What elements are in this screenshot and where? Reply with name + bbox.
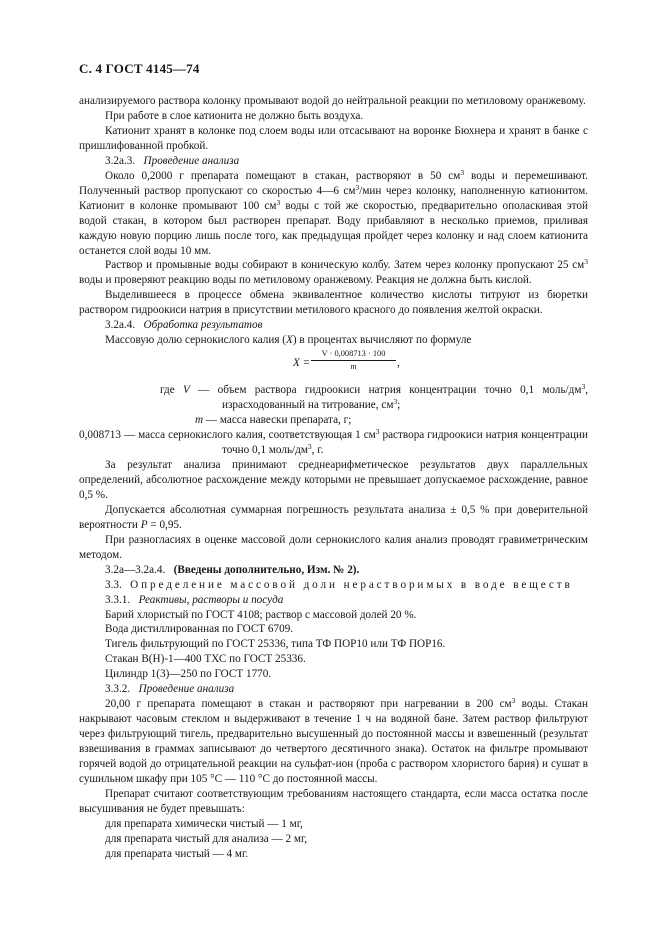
section-number: 3.3.1. xyxy=(105,593,131,606)
formula-lhs: X = xyxy=(293,357,311,370)
text: Выделившееся в процессе обмена эквивалентное количество кислоты титруют из бюретки раствором гидроокиси натрия в присутствии метилового красного до появления желтой окраски. xyxy=(79,289,588,317)
list-item xyxy=(79,637,588,652)
legend-item xyxy=(79,413,588,428)
text: При разногласиях в оценке массовой доли сернокислого калия анализ проводят гравиметрическим методом. xyxy=(79,533,588,561)
text: За результат анализа принимают среднеарифметическое результатов двух параллельных определений, абсолютное расхождение между которыми не превышает допускаемое расхождение, равное 0,5 %. xyxy=(79,458,588,501)
list-item xyxy=(79,652,588,667)
text: — объем раствора гидроокиси натрия концентрации точно 0,1 моль/дм xyxy=(189,384,582,397)
text: раствора гидроокиси натрия концентрации точно 0,1 моль/дм xyxy=(222,429,588,457)
section-heading xyxy=(79,593,588,608)
formula-comma: , xyxy=(397,357,400,370)
text: ) в процентах вычисляют по формуле xyxy=(292,334,472,347)
formula-numerator: V · 0,008713 · 100 xyxy=(311,349,396,361)
paragraph xyxy=(79,258,588,288)
text: Стакан В(Н)-1—400 ТХС по ГОСТ 25336. xyxy=(105,653,306,666)
superscript: 3 xyxy=(375,427,380,437)
list-item xyxy=(79,608,588,623)
formula xyxy=(79,349,588,379)
paragraph xyxy=(79,94,588,109)
math-symbol: V xyxy=(183,384,190,397)
text: Препарат считают соответствующим требованиям настоящего стандарта, если масса остатка после высушивания не будет превышать: xyxy=(79,787,588,815)
math-symbol: m xyxy=(195,414,204,427)
page-content xyxy=(79,94,588,862)
paragraph xyxy=(79,503,588,533)
text: Катионит хранят в колонке под слоем воды или отсасывают на воронке Бюхнера и хранят в банке с пришлифованной пробкой. xyxy=(79,124,588,152)
superscript: 3 xyxy=(276,197,281,207)
list-item xyxy=(79,667,588,682)
paragraph xyxy=(79,787,588,817)
text: для препарата чистый для анализа — 2 мг, xyxy=(105,832,308,845)
section-title: Проведение анализа xyxy=(138,683,235,696)
text: 3.2а—3.2а.4. xyxy=(105,563,166,576)
legend-item xyxy=(79,428,588,458)
text: Барий хлористый по ГОСТ 4108; раствор с массовой долей 20 %. xyxy=(105,608,417,621)
text: Цилиндр 1(3)—250 по ГОСТ 1770. xyxy=(105,668,272,681)
superscript: 3 xyxy=(393,397,398,407)
text: Раствор и промывные воды собирают в коническую колбу. Затем через колонку пропускают 25 см xyxy=(105,259,585,272)
text: воды и перемешивают. Полученный раствор пропускают со скоростью 4—6 см xyxy=(79,169,588,197)
text: = 0,95. xyxy=(147,518,182,531)
section-number: 3.3. xyxy=(105,578,122,591)
text: Массовую долю сернокислого калия ( xyxy=(105,334,287,347)
text: воды с той же скоростью, предварительно ополаскивая этой водой стакан, в котором был растворен препарат. Воду прибавляют в несколько приемов, приливая каждую новую порцию лишь после того, как предыдущая пройдет через колонку и над слоем катионита останется слой воды 10 мм. xyxy=(79,199,589,257)
section-number: 3.2а.3. xyxy=(105,154,136,167)
paragraph xyxy=(79,458,588,503)
text: ; xyxy=(397,399,401,412)
superscript: 3 xyxy=(307,442,312,452)
section-title: Обработка результатов xyxy=(143,319,263,332)
section-heading xyxy=(79,578,588,593)
section-heading xyxy=(79,154,588,169)
list-item xyxy=(79,847,588,862)
math-symbol: X xyxy=(286,334,293,347)
text: 20,00 г препарата помещают в стакан и растворяют при нагревании в 200 см xyxy=(105,698,512,711)
text: /мин через колонку, наполненную катионитом. Катионит в колонке промывают 100 см xyxy=(79,184,588,212)
text: для препарата чистый — 4 мг. xyxy=(105,847,249,860)
legend-item xyxy=(79,383,588,413)
superscript: 3 xyxy=(584,257,588,267)
text: Допускается абсолютная суммарная погрешность результата анализа ± 0,5 % при доверительной вероятности xyxy=(79,503,588,531)
text: — масса навески препарата, г; xyxy=(203,414,352,427)
amendment-note xyxy=(79,563,588,578)
section-title: Реактивы, растворы и посуда xyxy=(138,593,284,606)
list-item xyxy=(79,817,588,832)
formula-fraction xyxy=(311,349,396,373)
text: При работе в слое катионита не должно быть воздуха. xyxy=(105,109,364,122)
superscript: 3 xyxy=(581,382,586,392)
text: воды. Стакан накрывают часовым стеклом и выдерживают в течение 1 ч на водяной бане. Затем раствор фильтруют через фильтрующий тигель, предварительно высушенный до постоянной массы и взвешенный (результат взвешивания в граммах записывают до четвертого десятичного знака). Остаток на фильтре промывают горячей водой до отрицательной реакции на сульфат-ион (проба с раствором хлористого бария) и сушат в сушильном шкафу при 105 °С — 110 °С до постоянной массы. xyxy=(79,698,588,785)
superscript: 3 xyxy=(460,167,465,177)
amendment-bold: (Введены дополнительно, Изм. № 2). xyxy=(173,563,360,576)
text: где xyxy=(160,384,183,397)
formula-denominator: m xyxy=(350,362,357,372)
text: 0,008713 — масса сернокислого калия, соответствующая 1 см xyxy=(79,429,376,442)
text: анализируемого раствора колонку промывают водой до нейтральной реакции по метиловому оранжевому. xyxy=(79,95,586,107)
text: Вода дистиллированная по ГОСТ 6709. xyxy=(105,623,294,636)
text: для препарата химически чистый — 1 мг, xyxy=(105,817,303,830)
text: Тигель фильтрующий по ГОСТ 25336, типа ТФ ПОР10 или ТФ ПОР16. xyxy=(105,638,446,651)
section-heading xyxy=(79,682,588,697)
paragraph xyxy=(79,109,588,124)
paragraph xyxy=(79,169,588,259)
paragraph xyxy=(79,124,588,154)
math-symbol: P xyxy=(140,518,148,531)
text: , г. xyxy=(311,444,324,457)
section-title: Определение массовой доли нерастворимых в воде веществ xyxy=(130,578,573,591)
section-number: 3.2а.4. xyxy=(105,319,136,332)
list-item xyxy=(79,622,588,637)
paragraph xyxy=(79,288,588,318)
section-title: Проведение анализа xyxy=(143,154,240,167)
paragraph xyxy=(79,533,588,563)
superscript: 3 xyxy=(355,182,360,192)
paragraph xyxy=(79,333,588,348)
list-item xyxy=(79,832,588,847)
text: , израсходованный на титрование, см xyxy=(222,384,588,412)
section-heading xyxy=(79,318,588,333)
page-header: С. 4 ГОСТ 4145—74 xyxy=(79,61,200,76)
text: воды и проверяют реакцию воды по метиловому оранжевому. Реакция не должна быть кислой. xyxy=(79,274,532,287)
text: Около 0,2000 г препарата помещают в стакан, растворяют в 50 см xyxy=(105,169,461,182)
paragraph xyxy=(79,697,588,787)
superscript: 3 xyxy=(511,696,516,706)
section-number: 3.3.2. xyxy=(105,683,131,696)
